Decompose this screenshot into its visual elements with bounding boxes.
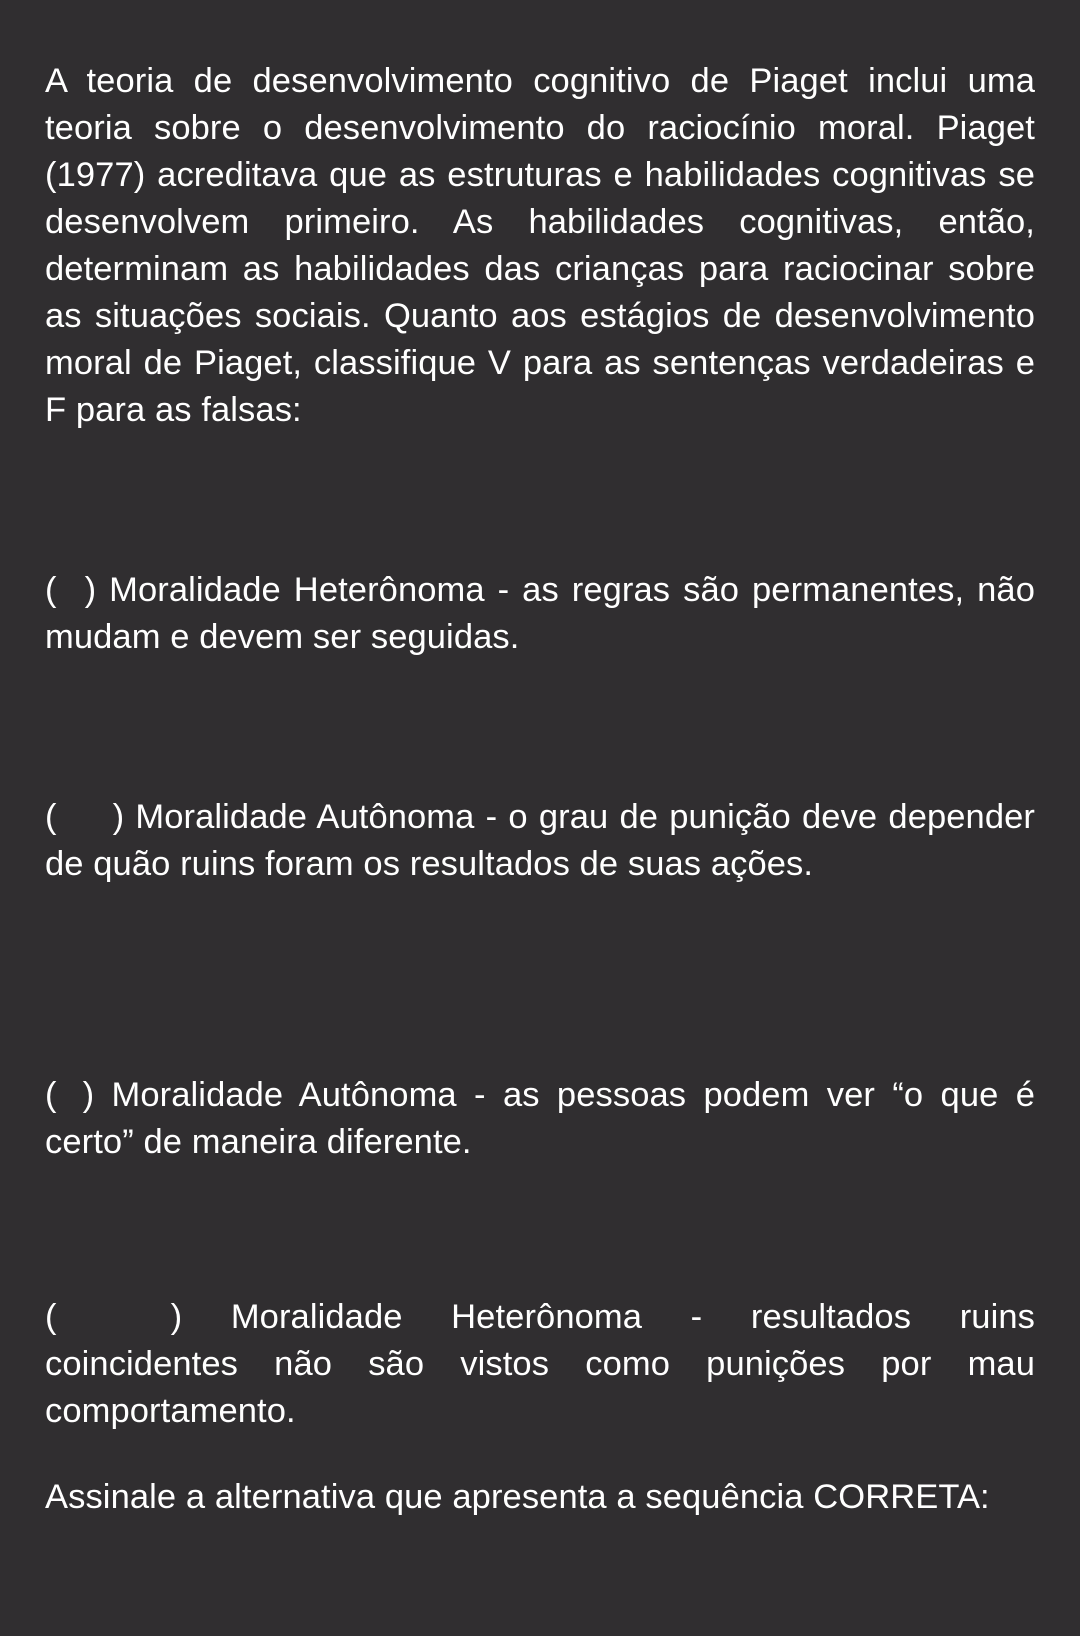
statement-item-3 bbox=[45, 1072, 1035, 1166]
statement-item-2 bbox=[45, 794, 1035, 888]
answer-open-paren: ( bbox=[45, 1298, 57, 1336]
statement-text: Moralidade Heterônoma - resultados ruins coincidentes não são vistos como punições por mau comportamento. bbox=[45, 1298, 1035, 1430]
answer-close-paren: ) bbox=[84, 571, 97, 609]
question-content bbox=[45, 58, 1035, 1618]
answer-close-paren: ) bbox=[112, 798, 125, 836]
statement-text: Moralidade Heterônoma - as regras são permanentes, não mudam e devem ser seguidas. bbox=[45, 571, 1035, 656]
statement-text: Moralidade Autônoma - o grau de punição deve depender de quão ruins foram os resultados de suas ações. bbox=[45, 798, 1036, 883]
question-intro: A teoria de desenvolvimento cognitivo de Piaget inclui uma teoria sobre o desenvolvimento do raciocínio moral. Piaget (1977) acreditava que as estruturas e habilidades cognitivas se desenvolvem primeiro. As habilidades cognitivas, então, determinam as habilidades das crianças para raciocinar sobre as situações sociais. Quanto aos estágios de desenvolvimento moral de Piaget, classifique V para as sentenças verdadeiras e F para as falsas: bbox=[45, 62, 1035, 429]
answer-close-paren: ) bbox=[82, 1076, 95, 1114]
statement-item-4 bbox=[45, 1294, 1035, 1435]
answer-close-paren: ) bbox=[170, 1298, 183, 1336]
answer-open-paren: ( bbox=[45, 571, 57, 609]
statement-text: Moralidade Autônoma - as pessoas podem ver “o que é certo” de maneira diferente. bbox=[45, 1076, 1036, 1161]
answer-open-paren: ( bbox=[45, 1076, 57, 1114]
answer-open-paren: ( bbox=[45, 798, 57, 836]
statement-item-1 bbox=[45, 567, 1035, 661]
question-instruction: Assinale a alternativa que apresenta a sequência CORRETA: bbox=[45, 1478, 990, 1516]
